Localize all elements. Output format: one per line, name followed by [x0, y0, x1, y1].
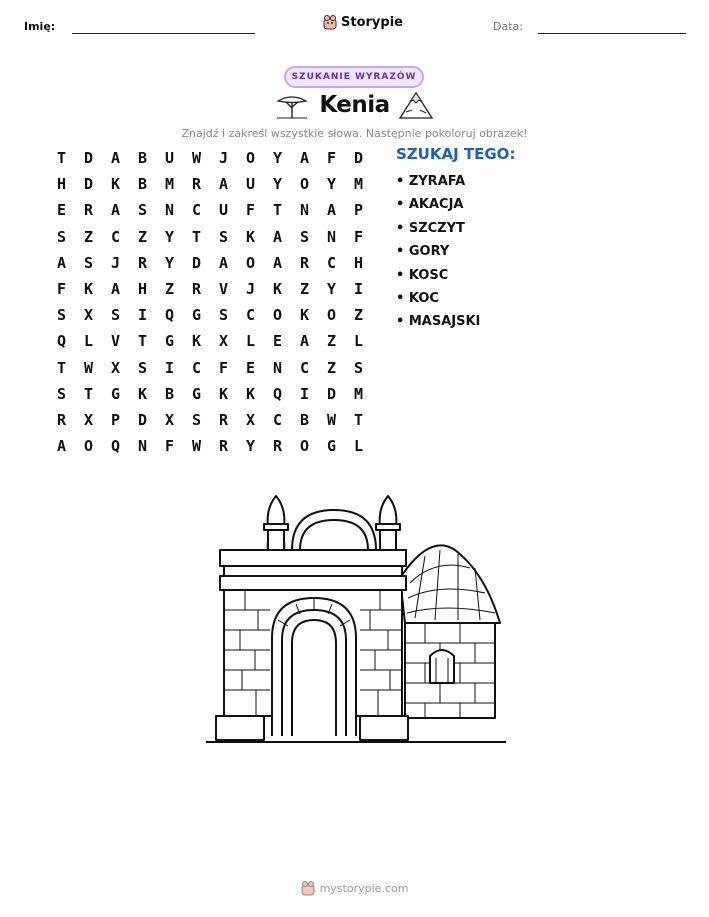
grid-cell[interactable]: T — [56, 358, 67, 377]
grid-cell[interactable]: S — [137, 358, 148, 377]
word-list-item: • GORY — [396, 240, 480, 263]
grid-cell[interactable]: H — [137, 280, 148, 299]
storypie-logo-icon — [323, 14, 337, 30]
grid-cell[interactable]: Y — [272, 175, 283, 194]
grid-cell[interactable]: N — [164, 201, 175, 220]
grid-cell[interactable]: F — [218, 358, 229, 377]
name-line[interactable] — [72, 33, 255, 34]
grid-cell[interactable]: K — [110, 175, 121, 194]
grid-cell[interactable]: I — [137, 306, 148, 325]
word-list-item: • KOC — [396, 287, 480, 310]
name-label: Imię: — [24, 20, 56, 33]
grid-cell[interactable]: N — [137, 437, 148, 456]
grid-cell[interactable]: K — [272, 280, 283, 299]
grid-cell[interactable]: V — [218, 280, 229, 299]
grid-cell[interactable]: J — [110, 253, 121, 272]
grid-cell[interactable]: A — [299, 149, 310, 168]
grid-cell[interactable]: S — [137, 201, 148, 220]
grid-cell[interactable]: A — [110, 280, 121, 299]
grid-cell[interactable]: G — [191, 306, 202, 325]
grid-cell[interactable]: L — [245, 332, 256, 351]
grid-cell[interactable]: K — [218, 384, 229, 403]
grid-cell[interactable]: G — [164, 332, 175, 351]
grid-cell[interactable]: T — [83, 384, 94, 403]
grid-cell[interactable]: R — [218, 410, 229, 429]
grid-cell[interactable]: Z — [164, 280, 175, 299]
grid-cell[interactable]: U — [164, 149, 175, 168]
grid-cell[interactable]: U — [218, 201, 229, 220]
grid-cell[interactable]: T — [353, 410, 364, 429]
grid-cell[interactable]: X — [110, 358, 121, 377]
grid-cell[interactable]: S — [83, 253, 94, 272]
grid-cell[interactable]: F — [245, 201, 256, 220]
grid-cell[interactable]: E — [56, 201, 67, 220]
grid-cell[interactable]: S — [191, 410, 202, 429]
grid-cell[interactable]: Z — [326, 358, 337, 377]
mountain-icon — [398, 90, 434, 120]
word-list-item: • KOSC — [396, 264, 480, 287]
grid-cell[interactable]: T — [56, 149, 67, 168]
grid-cell[interactable]: M — [353, 175, 364, 194]
grid-cell[interactable]: R — [191, 280, 202, 299]
grid-cell[interactable]: S — [218, 306, 229, 325]
grid-cell[interactable]: W — [326, 410, 337, 429]
grid-cell[interactable]: C — [245, 306, 256, 325]
footer — [0, 880, 709, 896]
grid-cell[interactable]: E — [272, 332, 283, 351]
grid-cell[interactable]: Z — [353, 306, 364, 325]
grid-cell[interactable]: D — [137, 410, 148, 429]
grid-cell[interactable]: Y — [245, 437, 256, 456]
grid-cell[interactable]: X — [245, 410, 256, 429]
word-search-grid — [48, 145, 372, 459]
word-list-title: SZUKAJ TEGO: — [396, 145, 516, 163]
grid-cell[interactable]: Y — [164, 227, 175, 246]
grid-cell[interactable]: Y — [326, 280, 337, 299]
grid-cell[interactable]: H — [56, 175, 67, 194]
grid-cell[interactable]: K — [191, 332, 202, 351]
grid-cell[interactable]: S — [56, 227, 67, 246]
grid-cell[interactable]: I — [299, 384, 310, 403]
grid-cell[interactable]: L — [83, 332, 94, 351]
grid-cell[interactable]: S — [299, 227, 310, 246]
grid-cell[interactable]: J — [218, 149, 229, 168]
grid-cell[interactable]: S — [353, 358, 364, 377]
grid-cell[interactable]: W — [83, 358, 94, 377]
grid-cell[interactable]: B — [137, 149, 148, 168]
grid-cell[interactable]: F — [353, 227, 364, 246]
grid-cell[interactable]: F — [56, 280, 67, 299]
grid-cell[interactable]: M — [164, 175, 175, 194]
grid-cell[interactable]: F — [164, 437, 175, 456]
word-list-item: • ZYRAFA — [396, 170, 480, 193]
page-title: Kenia — [319, 92, 390, 118]
grid-cell[interactable]: C — [191, 201, 202, 220]
grid-cell[interactable]: O — [326, 306, 337, 325]
grid-cell[interactable]: A — [218, 175, 229, 194]
grid-cell[interactable]: Y — [326, 175, 337, 194]
grid-cell[interactable]: E — [245, 358, 256, 377]
grid-cell[interactable]: R — [218, 437, 229, 456]
grid-cell[interactable]: A — [218, 253, 229, 272]
grid-cell[interactable]: T — [191, 227, 202, 246]
grid-cell[interactable]: K — [299, 306, 310, 325]
grid-cell[interactable]: N — [299, 201, 310, 220]
grid-cell[interactable]: T — [137, 332, 148, 351]
word-list-item: • MASAJSKI — [396, 310, 480, 333]
grid-cell[interactable]: D — [191, 253, 202, 272]
grid-cell[interactable]: C — [191, 358, 202, 377]
grid-cell[interactable]: R — [83, 201, 94, 220]
grid-cell[interactable]: M — [353, 384, 364, 403]
grid-cell[interactable]: O — [299, 437, 310, 456]
grid-cell[interactable]: C — [110, 227, 121, 246]
grid-cell[interactable]: K — [245, 384, 256, 403]
grid-cell[interactable]: G — [191, 384, 202, 403]
grid-cell[interactable]: D — [326, 384, 337, 403]
grid-cell[interactable]: X — [83, 410, 94, 429]
grid-cell[interactable]: S — [110, 306, 121, 325]
grid-cell[interactable]: Q — [272, 384, 283, 403]
grid-cell[interactable]: Z — [326, 332, 337, 351]
grid-cell[interactable]: A — [299, 332, 310, 351]
grid-cell[interactable]: Q — [56, 332, 67, 351]
building-illustration — [200, 488, 510, 748]
grid-cell[interactable]: Q — [164, 306, 175, 325]
grid-cell[interactable]: D — [83, 175, 94, 194]
grid-cell[interactable]: A — [110, 201, 121, 220]
storypie-logo-icon — [301, 880, 315, 896]
grid-cell[interactable]: O — [245, 253, 256, 272]
grid-cell[interactable]: O — [299, 175, 310, 194]
grid-cell[interactable]: R — [299, 253, 310, 272]
grid-cell[interactable]: S — [56, 306, 67, 325]
grid-cell[interactable]: T — [272, 201, 283, 220]
grid-cell[interactable]: B — [299, 410, 310, 429]
grid-cell[interactable]: S — [218, 227, 229, 246]
grid-cell[interactable]: R — [191, 175, 202, 194]
grid-cell[interactable]: I — [353, 280, 364, 299]
grid-cell[interactable]: N — [272, 358, 283, 377]
grid-cell[interactable]: Y — [164, 253, 175, 272]
grid-cell[interactable]: N — [326, 227, 337, 246]
grid-cell[interactable]: J — [245, 280, 256, 299]
grid-cell[interactable]: A — [56, 253, 67, 272]
grid-cell[interactable]: B — [164, 384, 175, 403]
word-list-item: • SZCZYT — [396, 217, 480, 240]
grid-cell[interactable]: B — [137, 175, 148, 194]
grid-cell[interactable]: Z — [299, 280, 310, 299]
grid-cell[interactable]: A — [326, 201, 337, 220]
date-label: Data: — [493, 20, 523, 33]
grid-cell[interactable]: O — [83, 437, 94, 456]
brand-name: Storypie — [341, 14, 403, 30]
grid-cell[interactable]: A — [272, 227, 283, 246]
grid-cell[interactable]: R — [56, 410, 67, 429]
grid-cell[interactable]: W — [191, 437, 202, 456]
grid-cell[interactable]: Z — [83, 227, 94, 246]
word-list-item: • AKACJA — [396, 193, 480, 216]
grid-cell[interactable]: C — [326, 253, 337, 272]
activity-badge: SZUKANIE WYRAZÓW — [284, 66, 424, 88]
grid-cell[interactable]: K — [83, 280, 94, 299]
grid-cell[interactable]: Y — [272, 149, 283, 168]
instructions: Znajdź i zakreśl wszystkie słowa. Następnie pokoloruj obrazek! — [181, 127, 528, 140]
grid-cell[interactable]: O — [272, 306, 283, 325]
grid-cell[interactable]: Q — [110, 437, 121, 456]
grid-cell[interactable]: R — [137, 253, 148, 272]
grid-cell[interactable]: O — [245, 149, 256, 168]
grid-cell[interactable]: X — [218, 332, 229, 351]
grid-cell[interactable]: S — [56, 384, 67, 403]
date-line[interactable] — [538, 33, 686, 34]
grid-cell[interactable]: D — [83, 149, 94, 168]
grid-cell[interactable]: I — [164, 358, 175, 377]
grid-cell[interactable]: X — [83, 306, 94, 325]
grid-cell[interactable]: D — [353, 149, 364, 168]
grid-cell[interactable]: K — [137, 384, 148, 403]
grid-cell[interactable]: R — [272, 437, 283, 456]
grid-cell[interactable]: F — [326, 149, 337, 168]
grid-cell[interactable]: V — [110, 332, 121, 351]
grid-cell[interactable]: Z — [137, 227, 148, 246]
grid-cell[interactable]: G — [326, 437, 337, 456]
grid-cell[interactable]: A — [110, 149, 121, 168]
grid-cell[interactable]: A — [56, 437, 67, 456]
grid-cell[interactable]: C — [272, 410, 283, 429]
grid-cell[interactable]: A — [272, 253, 283, 272]
grid-cell[interactable]: L — [353, 332, 364, 351]
footer-url[interactable]: mystorypie.com — [319, 881, 409, 895]
grid-cell[interactable]: X — [164, 410, 175, 429]
grid-cell[interactable]: L — [353, 437, 364, 456]
grid-cell[interactable]: K — [245, 227, 256, 246]
brand-logo — [323, 14, 403, 30]
grid-cell[interactable]: H — [353, 253, 364, 272]
grid-cell[interactable]: W — [191, 149, 202, 168]
grid-cell[interactable]: P — [110, 410, 121, 429]
grid-cell[interactable]: G — [110, 384, 121, 403]
word-list — [396, 170, 480, 334]
grid-cell[interactable]: U — [245, 175, 256, 194]
grid-cell[interactable]: C — [299, 358, 310, 377]
grid-cell[interactable]: P — [353, 201, 364, 220]
